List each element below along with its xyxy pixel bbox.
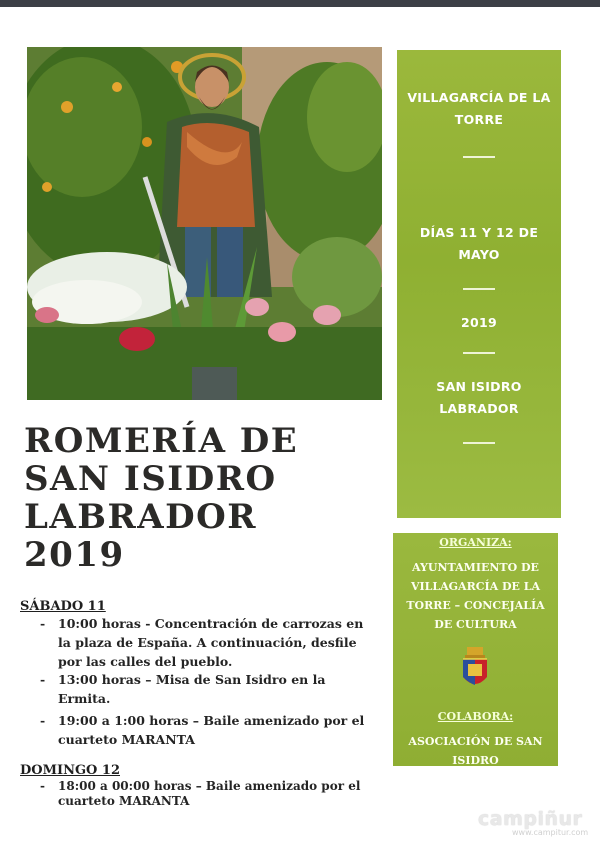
divider	[463, 156, 495, 158]
colabora-text: ASOCIACIÓN DE SAN ISIDRO	[408, 735, 543, 767]
title-line: LABRADOR	[24, 497, 258, 537]
watermark-brand: campiñur	[478, 808, 583, 830]
coat-of-arms-icon	[460, 645, 490, 691]
organiza-text: AYUNTAMIENTO DE VILLAGARCÍA DE LA TORRE – CONCEJALÍA DE CULTURA	[406, 561, 545, 631]
divider	[463, 288, 495, 290]
event-text: 10:00 horas - Concentración de carrozas en la plaza de España. A continuación, desfile por las calles del pueblo.	[58, 616, 364, 669]
list-item: - 18:00 a 00:00 horas – Baile amenizado por el cuarteto MARANTA	[40, 779, 380, 809]
list-item: - 10:00 horas - Concentración de carrozas en la plaza de España. A continuación, desfile por las calles del pueblo.	[40, 614, 380, 671]
event-dates: DÍAS 11 Y 12 DE MAYO	[419, 225, 539, 262]
divider	[463, 442, 495, 444]
event-info-panel	[397, 50, 561, 518]
divider	[463, 352, 495, 354]
organiza-label: ORGANIZA:	[439, 536, 512, 549]
sunday-heading: DOMINGO 12	[20, 763, 120, 778]
saint-name: SAN ISIDRO LABRADOR	[436, 379, 522, 416]
watermark-logo	[478, 808, 598, 844]
list-item: - 19:00 a 1:00 horas – Baile amenizado por el cuarteto MARANTA	[40, 711, 380, 749]
list-item: - 13:00 horas – Misa de San Isidro en la Ermita.	[40, 670, 380, 708]
colabora-label: COLABORA:	[437, 710, 514, 723]
title-line: 2019	[24, 535, 125, 575]
town-name: VILLAGARCÍA DE LA TORRE	[407, 90, 551, 127]
saturday-heading: SÁBADO 11	[20, 599, 106, 614]
event-text: 19:00 a 1:00 horas – Baile amenizado por el cuarteto MARANTA	[58, 713, 365, 747]
top-bar	[0, 0, 600, 7]
title-line: SAN ISIDRO	[24, 459, 277, 499]
poster-title	[24, 422, 384, 574]
event-text: 13:00 horas – Misa de San Isidro en la Ermita.	[58, 672, 326, 706]
event-text: 18:00 a 00:00 horas – Baile amenizado por el cuarteto MARANTA	[58, 779, 361, 808]
organizers-panel	[393, 533, 558, 766]
title-line: ROMERÍA DE	[24, 421, 299, 461]
event-year: 2019	[461, 315, 497, 330]
watermark-site: www.campitur.com	[512, 828, 589, 837]
saint-statue-photo	[27, 47, 382, 400]
